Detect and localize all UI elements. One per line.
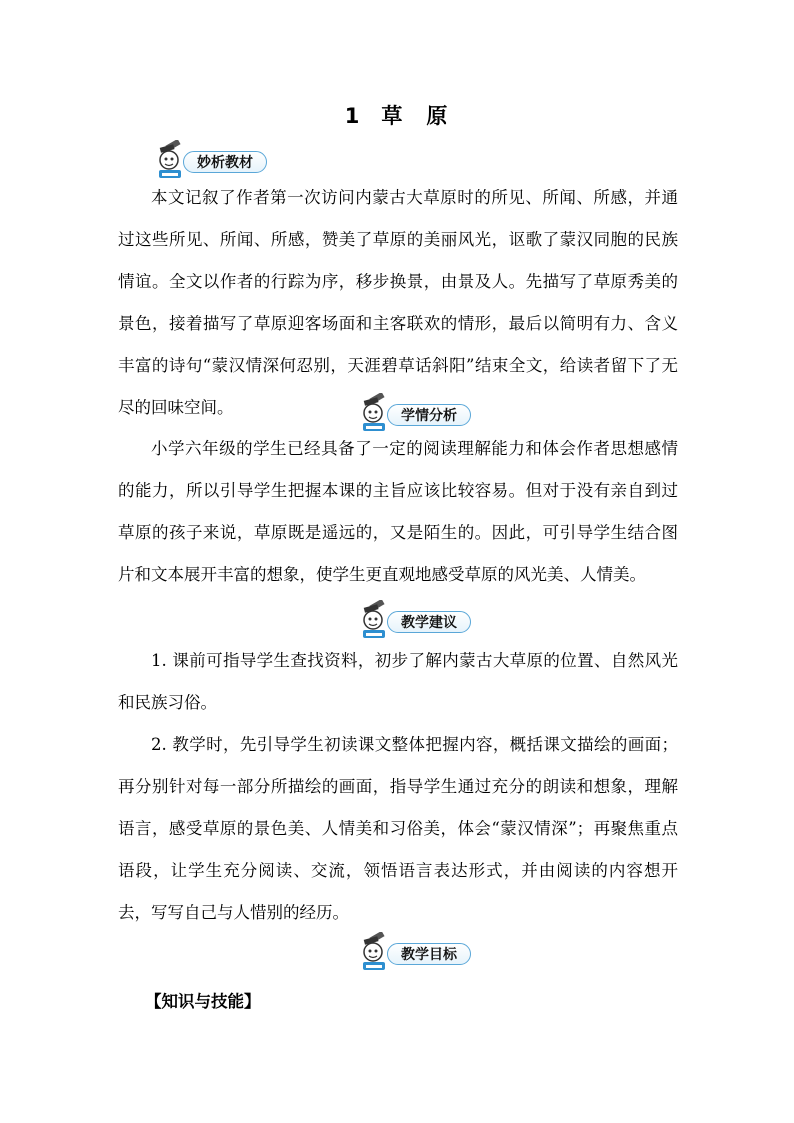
section-label: 妙析教材 [183,151,267,173]
section-label: 学情分析 [387,404,471,426]
lesson-title [0,100,794,130]
lesson-title-char-2: 原 [426,104,450,128]
section-badge-goals [354,932,474,972]
section-label: 教学建议 [387,611,471,633]
lesson-number: 1 [344,104,362,128]
paragraph-analysis: 本文记叙了作者第一次访问内蒙古大草原时的所见、所闻、所感，并通过这些所见、所闻、所感，赞美了草原的美丽风光，讴歌了蒙汉同胞的民族情谊。全文以作者的行踪为序，移步换景，由景及人。先描写了草原秀美的景色，接着描写了草原迎客场面和主客联欢的情形，最后以简明有力、含义丰富的诗句“蒙汉情深何忍别，天涯碧草话斜阳”结束全文，给读者留下了无尽的回味空间。 [118,188,678,417]
paragraph-students: 小学六年级的学生已经具备了一定的阅读理解能力和体会作者思想感情的能力，所以引导学生把握本课的主旨应该比较容易。但对于没有亲自到过草原的孩子来说，草原既是遥远的，又是陌生的。因此，可引导学生结合图片和文本展开丰富的想象，使学生更直观地感受草原的风光美、人情美。 [118,439,678,584]
subheading-knowledge-skills: 【知识与技能】 [145,992,261,1011]
section-badge-suggestions [354,600,474,640]
section-label: 教学目标 [387,943,471,965]
paragraph-suggestion-2: 2. 教学时，先引导学生初读课文整体把握内容，概括课文描绘的画面；再分别针对每一部分所描绘的画面，指导学生通过充分的朗读和想象，理解语言，感受草原的景色美、人情美和习俗美，体会“蒙汉情深”；再聚焦重点语段，让学生充分阅读、交流，领悟语言表达形式，并由阅读的内容想开去，写写自己与人惜别的经历。 [118,735,678,922]
lesson-title-char-1: 草 [381,104,405,128]
section-badge-students [354,393,474,433]
section-badge-analysis [150,140,270,180]
paragraph-suggestion-1: 1. 课前可指导学生查找资料，初步了解内蒙古大草原的位置、自然风光和民族习俗。 [118,651,678,712]
